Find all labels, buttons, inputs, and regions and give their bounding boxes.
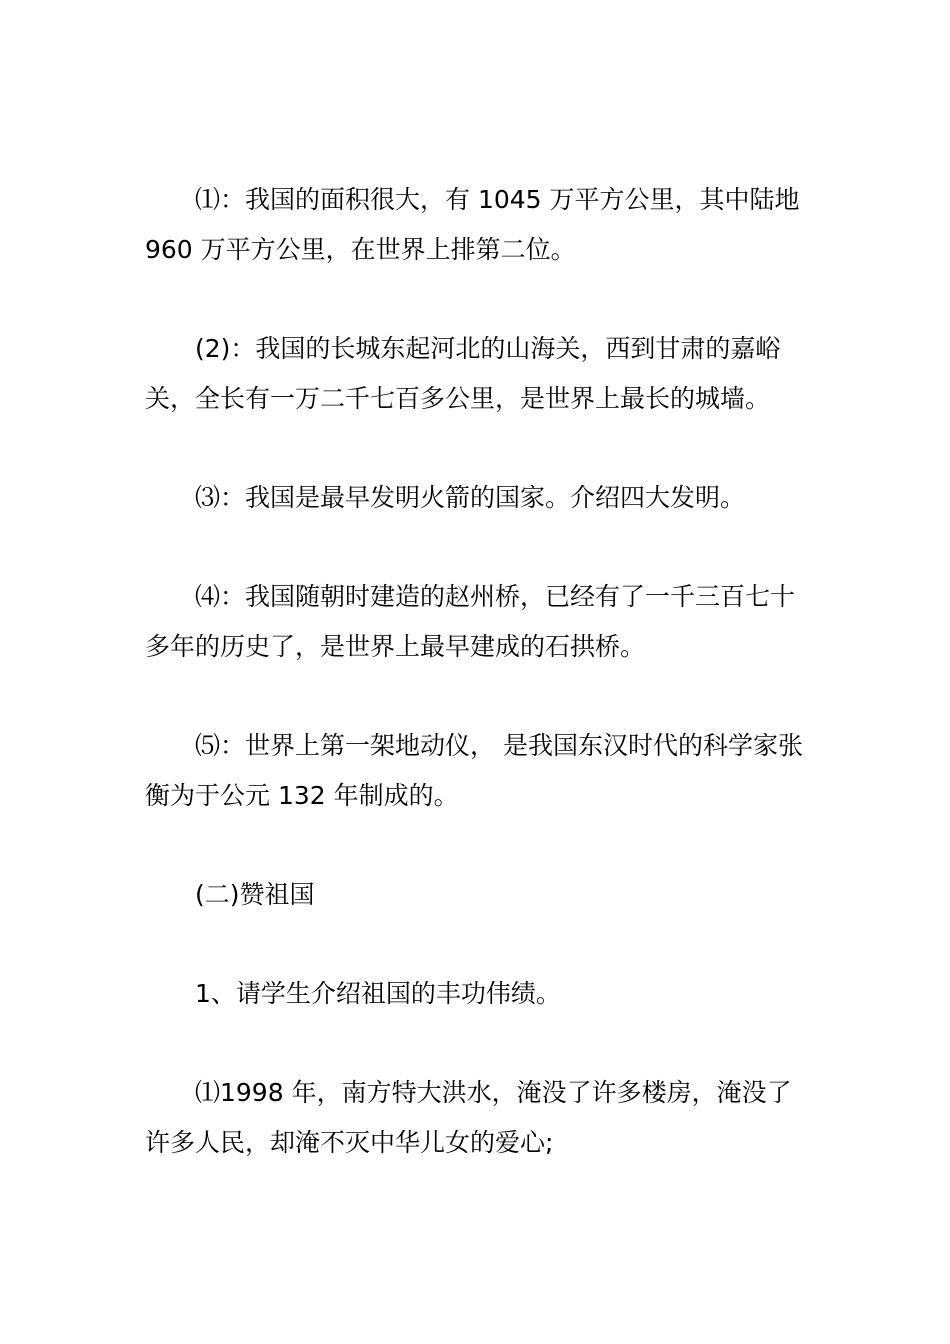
paragraph-task-introduce-achievements: 1、请学生介绍祖国的丰功伟绩。 — [195, 979, 561, 1008]
section-heading-praise-motherland: (二)赞祖国 — [195, 880, 315, 909]
document-body — [145, 175, 809, 1168]
paragraph-seismograph: ⑸：世界上第一架地动仪， 是我国东汉时代的科学家张衡为于公元 132 年制成的。 — [145, 731, 803, 810]
paragraph-rocket-invention: ⑶：我国是最早发明火箭的国家。介绍四大发明。 — [195, 483, 746, 512]
paragraph-area-of-china: ⑴：我国的面积很大，有 1045 万平方公里，其中陆地 960 万平方公里，在世界上排第二位。 — [145, 185, 800, 264]
paragraph-great-wall: (2)：我国的长城东起河北的山海关，西到甘肃的嘉峪关，全长有一万二千七百多公里，是世界上最长的城墙。 — [145, 334, 781, 413]
paragraph-1998-flood: ⑴1998 年，南方特大洪水，淹没了许多楼房，淹没了许多人民，却淹不灭中华儿女的爱心; — [145, 1078, 792, 1157]
paragraph-zhaozhou-bridge: ⑷：我国随朝时建造的赵州桥，已经有了一千三百七十多年的历史了，是世界上最早建成的石拱桥。 — [145, 582, 796, 661]
